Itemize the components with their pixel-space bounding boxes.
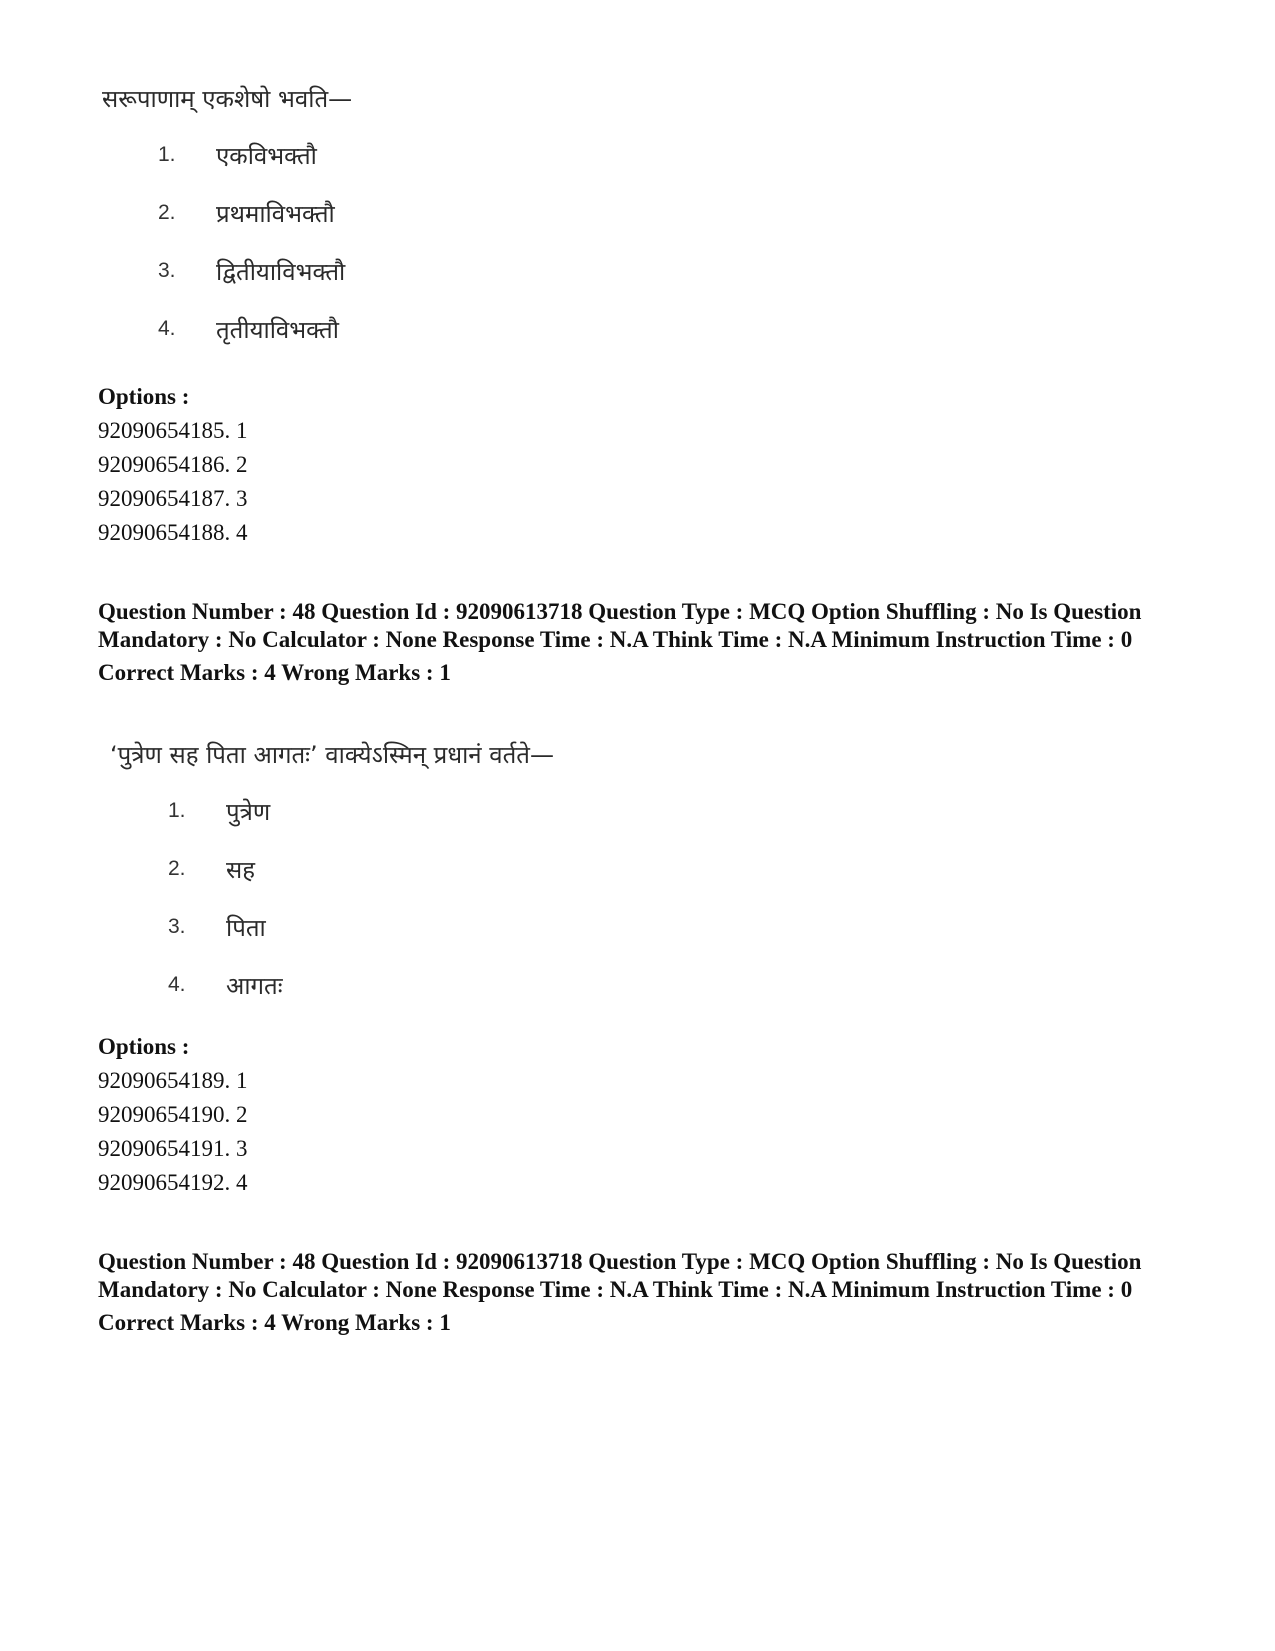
option-id-line: 92090654192. 4 <box>98 1170 248 1195</box>
question-3-meta <box>98 1248 1178 1340</box>
choice-number: 3. <box>158 259 176 282</box>
question-1-choice-2 <box>158 184 352 242</box>
choice-number: 1. <box>168 799 186 822</box>
question-2-choice-3 <box>168 898 554 956</box>
question-2-choice-2 <box>168 840 554 898</box>
question-2-choice-4 <box>168 956 554 1014</box>
question-2-stem: ‘पुत्रेण सह पिता आगतः’ वाक्येऽस्मिन् प्रधानं वर्तते— <box>110 741 554 769</box>
question-1-choice-4 <box>158 300 352 358</box>
question-2-meta <box>98 598 1178 690</box>
choice-text: द्वितीयाविभक्तौ <box>216 257 346 286</box>
choice-text: तृतीयाविभक्तौ <box>216 315 339 344</box>
choice-text: पिता <box>226 913 266 942</box>
question-1-image <box>96 82 352 358</box>
choice-text: प्रथमाविभक्तौ <box>216 199 335 228</box>
choice-number: 4. <box>168 973 186 996</box>
question-marks: Correct Marks : 4 Wrong Marks : 1 <box>98 1310 451 1335</box>
option-id-line: 92090654187. 3 <box>98 486 248 511</box>
question-meta-text: Question Number : 48 Question Id : 92090613718 Question Type : MCQ Option Shuffling : No Is Question Mandatory : No Calculator : None Response Time : N.A Think Time : N.A Minimum Instruction Time : 0 <box>98 599 1142 652</box>
question-1-options <box>98 380 248 550</box>
question-meta-text: Question Number : 48 Question Id : 92090613718 Question Type : MCQ Option Shuffling : No Is Question Mandatory : No Calculator : None Response Time : N.A Think Time : N.A Minimum Instruction Time : 0 <box>98 1249 1142 1302</box>
choice-text: पुत्रेण <box>226 797 271 826</box>
options-heading: Options : <box>98 1034 190 1059</box>
choice-number: 2. <box>158 201 176 224</box>
question-2-choice-1 <box>168 782 554 840</box>
choice-text: एकविभक्तौ <box>216 141 317 170</box>
option-id-line: 92090654185. 1 <box>98 418 248 443</box>
choice-text: सह <box>226 855 255 884</box>
question-2-image <box>96 738 554 1014</box>
question-1-stem: सरूपाणाम् एकशेषो भवति— <box>102 85 353 113</box>
choice-text: आगतः <box>226 971 283 1000</box>
question-1-choices <box>158 126 352 358</box>
options-heading: Options : <box>98 384 190 409</box>
choice-number: 3. <box>168 915 186 938</box>
choice-number: 2. <box>168 857 186 880</box>
choice-number: 1. <box>158 143 176 166</box>
option-id-line: 92090654190. 2 <box>98 1102 248 1127</box>
question-2-choices <box>168 782 554 1014</box>
option-id-line: 92090654188. 4 <box>98 520 248 545</box>
question-1-choice-3 <box>158 242 352 300</box>
question-1-choice-1 <box>158 126 352 184</box>
question-marks: Correct Marks : 4 Wrong Marks : 1 <box>98 660 451 685</box>
choice-number: 4. <box>158 317 176 340</box>
option-id-line: 92090654186. 2 <box>98 452 248 477</box>
option-id-line: 92090654189. 1 <box>98 1068 248 1093</box>
question-2-options <box>98 1030 248 1200</box>
option-id-line: 92090654191. 3 <box>98 1136 248 1161</box>
